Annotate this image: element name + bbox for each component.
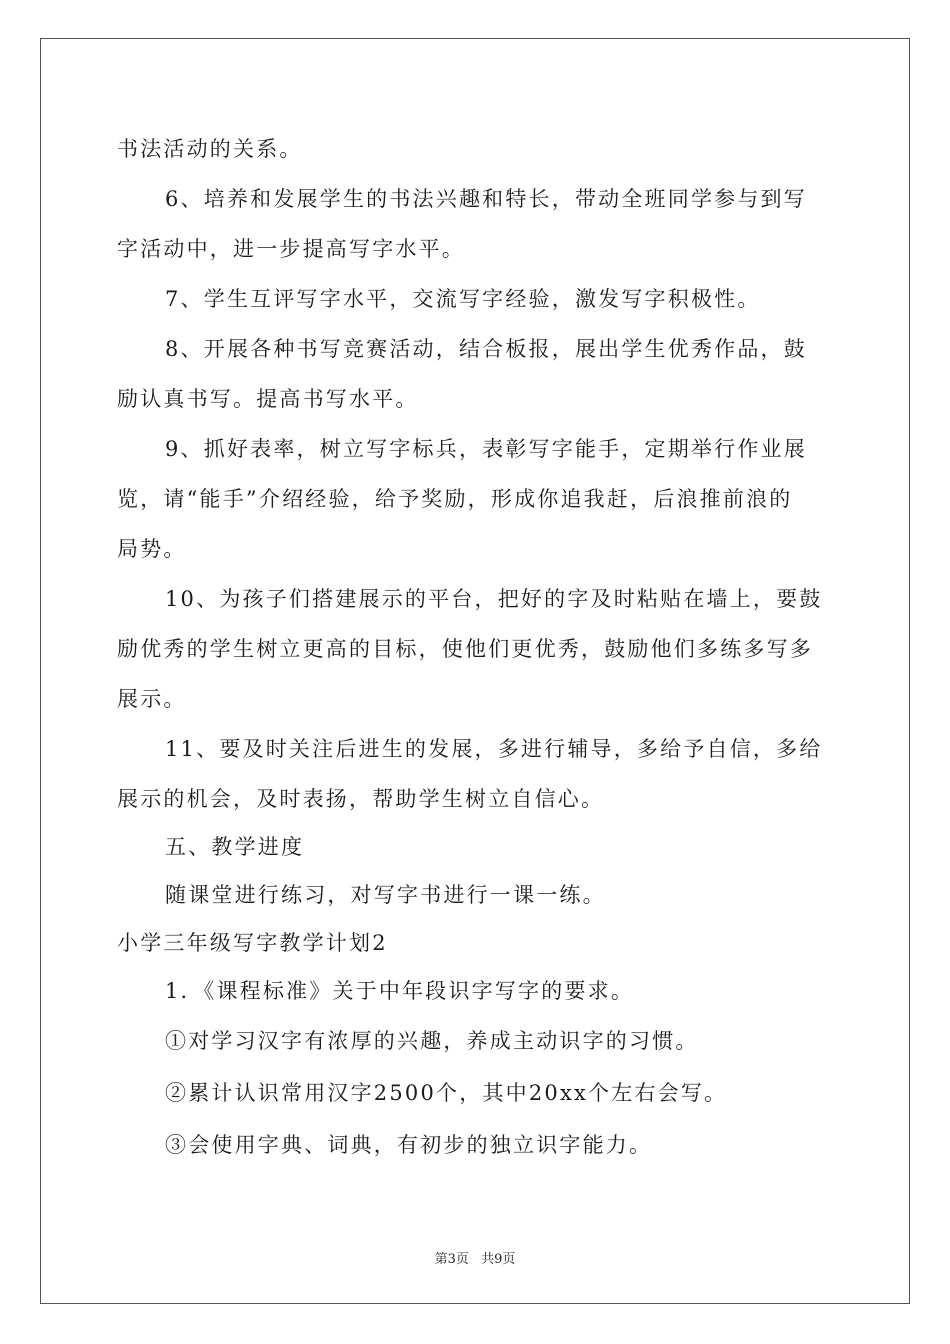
section-heading: 五、教学进度 — [165, 835, 305, 859]
text-line: 字活动中，进一步提高写字水平。 — [117, 237, 465, 261]
text-line: 1．《课程标准》关于中年段识字写字的要求。 — [165, 979, 635, 1003]
document-heading: 小学三年级写字教学计划2 — [117, 931, 388, 955]
text-line: 励认真书写。提高书写水平。 — [117, 387, 419, 411]
text-line: 展示的机会，及时表扬，帮助学生树立自信心。 — [117, 787, 605, 811]
list-item: ②累计认识常用汉字2500个，其中20xx个左右会写。 — [165, 1081, 728, 1105]
text-line: 励优秀的学生树立更高的目标，使他们更优秀，鼓励他们多练多写多 — [117, 637, 813, 661]
text-line: 9、抓好表率，树立写字标兵，表彰写字能手，定期举行作业展 — [165, 437, 807, 461]
text-line: 展示。 — [117, 687, 187, 711]
text-line: 11、要及时关注后进生的发展，多进行辅导，多给予自信，多给 — [165, 737, 823, 761]
text-line: 随课堂进行练习，对写字书进行一课一练。 — [165, 883, 606, 907]
text-line: 6、培养和发展学生的书法兴趣和特长，带动全班同学参与到写 — [165, 187, 807, 211]
text-line: 局势。 — [117, 537, 187, 561]
page-number: 第3页 — [434, 1252, 469, 1267]
text-line: 书法活动的关系。 — [117, 137, 303, 161]
page-footer — [0, 1248, 950, 1267]
list-item: ③会使用字典、词典，有初步的独立识字能力。 — [165, 1133, 653, 1157]
text-line: 7、学生互评写字水平，交流写字经验，激发写字积极性。 — [165, 287, 761, 311]
list-item: ①对学习汉字有浓厚的兴趣，养成主动识字的习惯。 — [165, 1029, 699, 1053]
text-line: 8、开展各种书写竞赛活动，结合板报，展出学生优秀作品，鼓 — [165, 337, 807, 361]
text-line: 10、为孩子们搭建展示的平台，把好的字及时粘贴在墙上，要鼓 — [165, 587, 823, 611]
text-line: 览，请“能手”介绍经验，给予奖励，形成你追我赶，后浪推前浪的 — [117, 487, 793, 511]
page-total: 共9页 — [481, 1252, 516, 1267]
